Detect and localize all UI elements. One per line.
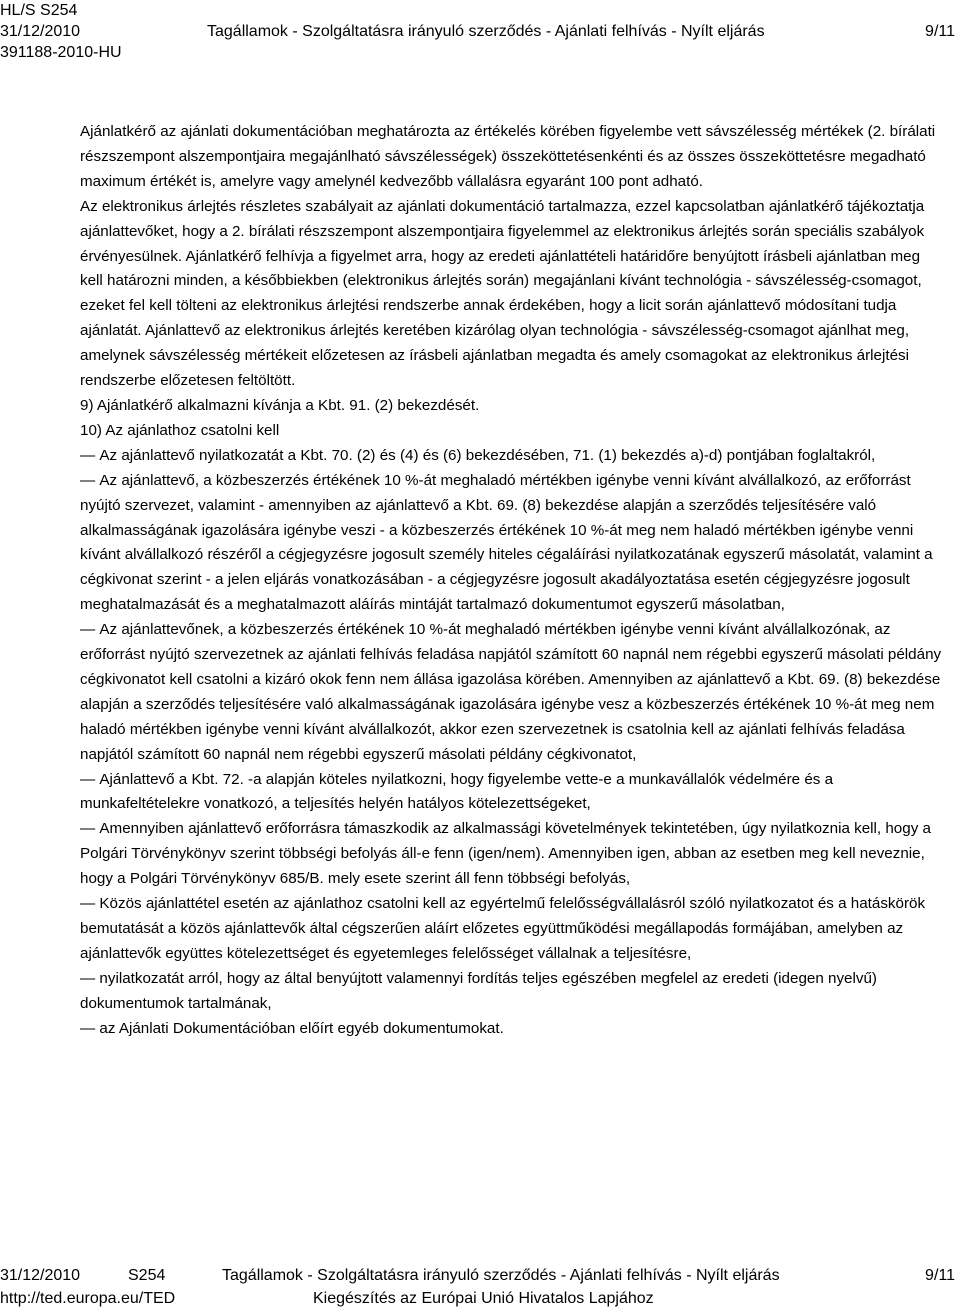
list-item: — Az ajánlattevő, a közbeszerzés értékének 10 %-át meghaladó mértékben igénybe venni kívánt alvállalkozó, az erőforrást nyújtó szervezet, valamint - amennyiben az ajánlattevő a Kbt. 69. (8) bekezdése alapján a szerződés teljesítésére való alkalmasságának igazolására igénybe veszi - a közbeszerzés értékének 10 %-át meg nem haladó mértékben igénybe venni kívánt alvállalkozó részéről a cégjegyzésre jogosult személy hiteles cégaláírási nyilatkozatának egyszerű másolatát, valamint a cégkivonat szerint - a jelen eljárás vonatkozásában - a cégjegyzésre jogosult akadályoztatása esetén cégjegyzésre jogosult meghatalmazását és a meghatalmazott aláírás mintáját tartalmazó dokumentumot egyszerű másolatban, [80, 469, 946, 618]
header-notice-id: 391188-2010-HU [0, 44, 122, 61]
list-item: — Közös ajánlattétel esetén az ajánlathoz csatolni kell az egyértelmű felelősségvállalásról szóló nyilatkozatot és a hatáskörök bemutatását a közös ajánlattevők által cégszerűen aláírt előzetes együttműködési megállapodás formájában, amelyben az ajánlattevők együttes kötelezettséget és egyetemleges felelősséget vállalnak a teljesítésre, [80, 892, 946, 967]
paragraph-bandwidth: Ajánlatkérő az ajánlati dokumentációban meghatározta az értékelés körében figyelembe vett sávszélesség mértékek (2. bírálati részszempont alszempontjaira megajánlható sávszélességek) összeköttetésenkénti és az összes összeköttetésre megadható maximum értékét is, amelyre vagy amelynél kedvezőbb vállalásra egyaránt 100 pont adható. [80, 123, 936, 190]
footer-title: Tagállamok - Szolgáltatásra irányuló szerződés - Ajánlati felhívás - Nyílt eljárás [222, 1267, 780, 1284]
list-item: — nyilatkozatát arról, hogy az által benyújtott valamennyi fordítás teljes egészében megfelel az eredeti (idegen nyelvű) dokumentumok tartalmának, [80, 967, 946, 1017]
header-date: 31/12/2010 [0, 23, 81, 40]
page-header [0, 0, 960, 66]
footer-date: 31/12/2010 [0, 1267, 81, 1284]
list-item: — Amennyiben ajánlattevő erőforrásra támaszkodik az alkalmassági követelmények tekintetében, úgy nyilatkoznia kell, hogy a Polgári Törvénykönyv szerint többségi befolyás áll-e fenn (igen/nem). Amennyiben igen, abban az esetben meg kell neveznie, hogy a Polgári Törvénykönyv 685/B. mely esete szerint áll fenn többségi befolyás, [80, 817, 946, 892]
header-series: HL/S S254 [0, 2, 78, 19]
paragraph-item-9: 9) Ajánlatkérő alkalmazni kívánja a Kbt. 91. (2) bekezdését. [80, 396, 480, 414]
header-page-number: 9/11 [925, 23, 955, 40]
header-title: Tagállamok - Szolgáltatásra irányuló szerződés - Ajánlati felhívás - Nyílt eljárás [207, 23, 765, 40]
list-item: — Az ajánlattevő nyilatkozatát a Kbt. 70. (2) és (4) és (6) bekezdésében, 71. (1) bekezdés a)-d) pontjában foglaltakról, [80, 444, 946, 469]
paragraph-auction-rules: Az elektronikus árlejtés részletes szabályait az ajánlati dokumentáció tartalmazza, ezzel kapcsolatban ajánlatkérő tájékoztatja ajánlattevőket, hogy a 2. bírálati részszempont alszempontjaira figyelemmel az elektronikus árlejtés során speciális szabályok érvényesülnek. Ajánlatkérő felhívja a figyelmet arra, hogy az eredeti ajánlattételi határidőre benyújtott írásbeli ajánlatban meg kell határozni minden, a későbbiekben (elektronikus árlejtés során) megajánlani kívánt technológia - sávszélesség-csomagot, ezeket fel kell tölteni az elektronikus árlejtési rendszerbe annak érdekében, hogy a licit során ajánlattevő módosítani tudja ajánlatát. Ajánlattevő az elektronikus árlejtés keretében kizárólag olyan technológia - sávszélesség-csomagot ajánlhat meg, amelynek sávszélesség mértékeit előzetesen az írásbeli ajánlatban megadta és amely csomagokat az elektronikus árlejtési rendszerbe előzetesen feltöltött. [80, 197, 925, 390]
footer-publisher: Kiegészítés az Európai Unió Hivatalos Lapjához [313, 1290, 654, 1307]
footer-ref: S254 [128, 1267, 166, 1284]
document-body [80, 120, 946, 1042]
footer-page-number: 9/11 [925, 1267, 955, 1284]
list-item: — Ajánlattevő a Kbt. 72. -a alapján köteles nyilatkozni, hogy figyelembe vette-e a munkavállalók védelmére és a munkafeltételekre vonatkozó, a teljesítés helyén hatályos kötelezettségeket, [80, 768, 946, 818]
paragraph-item-10: 10) Az ajánlathoz csatolni kell [80, 421, 280, 439]
page-footer [0, 1265, 960, 1311]
list-item: — Az ajánlattevőnek, a közbeszerzés értékének 10 %-át meghaladó mértékben igénybe venni kívánt alvállalkozónak, az erőforrást nyújtó szervezetnek az ajánlati felhívás feladása napjától számított 60 napnál nem régebbi egyszerű másolati példány cégkivonatot kell csatolni a kizáró okok fenn nem állása igazolása körében. Amennyiben az ajánlattevő a Kbt. 69. (8) bekezdése alapján a szerződés teljesítésére való alkalmasságának igazolására igénybe vesz a közbeszerzés értékének 10 %-át meg nem haladó mértékben igénybe venni kívánt alvállalkozót, akkor ezen szervezetnek is csatolnia kell az ajánlati felhívás feladása napjától számított 60 napnál nem régebbi egyszerű másolati példány cégkivonatot, [80, 618, 946, 767]
footer-url: http://ted.europa.eu/TED [0, 1290, 176, 1307]
list-item: — az Ajánlati Dokumentációban előírt egyéb dokumentumokat. [80, 1017, 946, 1042]
header-left-stack [0, 0, 122, 63]
